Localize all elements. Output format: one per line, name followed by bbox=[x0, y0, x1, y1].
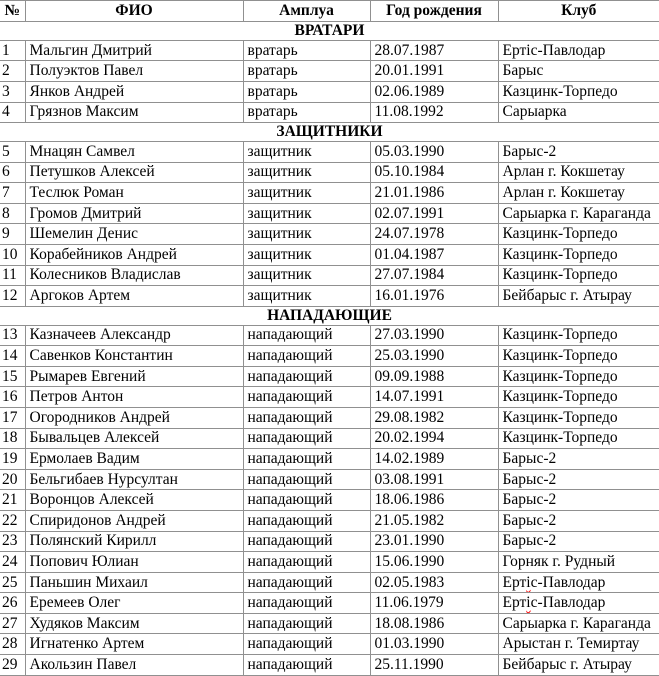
player-row bbox=[0, 490, 659, 511]
cell-club: Казцинк-Торпедо bbox=[498, 428, 659, 449]
cell-role: нападающий bbox=[243, 490, 370, 511]
cell-role: защитник bbox=[243, 244, 370, 265]
section-row bbox=[0, 123, 659, 142]
cell-club: Казцинк-Торпедо bbox=[498, 407, 659, 428]
cell-name: Бывальцев Алексей bbox=[25, 428, 243, 449]
player-row bbox=[0, 203, 659, 224]
cell-club: Сарыарка г. Караганда bbox=[498, 203, 659, 224]
cell-club: Казцинк-Торпедо bbox=[498, 346, 659, 367]
player-row bbox=[0, 428, 659, 449]
cell-club: Барыс-2 bbox=[498, 449, 659, 470]
cell-club: Ертіс-Павлодар bbox=[498, 572, 659, 593]
player-row bbox=[0, 142, 659, 163]
cell-name: Колесников Владислав bbox=[25, 265, 243, 286]
player-row bbox=[0, 162, 659, 183]
cell-club: Арлан г. Кокшетау bbox=[498, 162, 659, 183]
cell-name: Аргоков Артем bbox=[25, 286, 243, 307]
cell-role: нападающий bbox=[243, 449, 370, 470]
cell-club: Ертіс-Павлодар bbox=[498, 40, 659, 61]
cell-born: 05.03.1990 bbox=[370, 142, 498, 163]
cell-born: 02.05.1983 bbox=[370, 572, 498, 593]
cell-num: 15 bbox=[0, 366, 25, 387]
cell-club: Сарыарка bbox=[498, 102, 659, 123]
player-row bbox=[0, 510, 659, 531]
cell-name: Акользин Павел bbox=[25, 655, 243, 676]
cell-club: Барыс-2 bbox=[498, 531, 659, 552]
player-row bbox=[0, 40, 659, 61]
player-row bbox=[0, 593, 659, 614]
cell-num: 25 bbox=[0, 572, 25, 593]
cell-name: Грязнов Максим bbox=[25, 102, 243, 123]
cell-born: 21.05.1982 bbox=[370, 510, 498, 531]
player-row bbox=[0, 265, 659, 286]
cell-num: 4 bbox=[0, 102, 25, 123]
cell-name: Теслюк Роман bbox=[25, 183, 243, 204]
cell-name: Ермолаев Вадим bbox=[25, 449, 243, 470]
cell-club: Барыс-2 bbox=[498, 510, 659, 531]
player-row bbox=[0, 407, 659, 428]
cell-role: нападающий bbox=[243, 613, 370, 634]
cell-num: 13 bbox=[0, 325, 25, 346]
cell-name: Бельгибаев Нурсултан bbox=[25, 469, 243, 490]
section-title: ЗАЩИТНИКИ bbox=[0, 123, 659, 142]
cell-num: 8 bbox=[0, 203, 25, 224]
cell-num: 5 bbox=[0, 142, 25, 163]
cell-club: Казцинк-Торпедо bbox=[498, 265, 659, 286]
cell-club: Барыс-2 bbox=[498, 142, 659, 163]
player-row bbox=[0, 552, 659, 573]
cell-name: Рымарев Евгений bbox=[25, 366, 243, 387]
cell-born: 18.06.1986 bbox=[370, 490, 498, 511]
cell-name: Игнатенко Артем bbox=[25, 634, 243, 655]
cell-club: Барыс bbox=[498, 61, 659, 82]
cell-born: 03.08.1991 bbox=[370, 469, 498, 490]
cell-num: 20 bbox=[0, 469, 25, 490]
cell-role: нападающий bbox=[243, 387, 370, 408]
col-header-name: ФИО bbox=[25, 1, 243, 22]
cell-club: Казцинк-Торпедо bbox=[498, 244, 659, 265]
cell-born: 20.02.1994 bbox=[370, 428, 498, 449]
cell-born: 24.07.1978 bbox=[370, 224, 498, 245]
cell-born: 05.10.1984 bbox=[370, 162, 498, 183]
player-row bbox=[0, 634, 659, 655]
cell-club: Горняк г. Рудный bbox=[498, 552, 659, 573]
cell-role: нападающий bbox=[243, 593, 370, 614]
player-row bbox=[0, 655, 659, 676]
cell-role: защитник bbox=[243, 162, 370, 183]
cell-born: 20.01.1991 bbox=[370, 61, 498, 82]
cell-born: 14.07.1991 bbox=[370, 387, 498, 408]
cell-role: вратарь bbox=[243, 102, 370, 123]
cell-name: Огородников Андрей bbox=[25, 407, 243, 428]
cell-name: Петушков Алексей bbox=[25, 162, 243, 183]
cell-born: 27.07.1984 bbox=[370, 265, 498, 286]
cell-num: 3 bbox=[0, 82, 25, 103]
cell-club: Бейбарыс г. Атырау bbox=[498, 286, 659, 307]
cell-born: 11.06.1979 bbox=[370, 593, 498, 614]
cell-club: Казцинк-Торпедо bbox=[498, 325, 659, 346]
cell-born: 15.06.1990 bbox=[370, 552, 498, 573]
cell-name: Спиридонов Андрей bbox=[25, 510, 243, 531]
cell-born: 27.03.1990 bbox=[370, 325, 498, 346]
cell-club: Ертіс-Павлодар bbox=[498, 593, 659, 614]
cell-club: Барыс-2 bbox=[498, 469, 659, 490]
cell-club: Арлан г. Кокшетау bbox=[498, 183, 659, 204]
cell-born: 18.08.1986 bbox=[370, 613, 498, 634]
cell-name: Казначеев Александр bbox=[25, 325, 243, 346]
col-header-number: № bbox=[0, 1, 25, 22]
cell-born: 21.01.1986 bbox=[370, 183, 498, 204]
cell-num: 18 bbox=[0, 428, 25, 449]
cell-num: 9 bbox=[0, 224, 25, 245]
cell-born: 02.07.1991 bbox=[370, 203, 498, 224]
player-row bbox=[0, 387, 659, 408]
cell-num: 26 bbox=[0, 593, 25, 614]
player-row bbox=[0, 572, 659, 593]
cell-born: 25.11.1990 bbox=[370, 655, 498, 676]
spellcheck-underline: і bbox=[526, 573, 531, 591]
cell-born: 01.04.1987 bbox=[370, 244, 498, 265]
cell-role: нападающий bbox=[243, 469, 370, 490]
cell-name: Попович Юлиан bbox=[25, 552, 243, 573]
cell-num: 10 bbox=[0, 244, 25, 265]
col-header-club: Клуб bbox=[498, 1, 659, 22]
player-row bbox=[0, 531, 659, 552]
cell-role: защитник bbox=[243, 265, 370, 286]
section-row bbox=[0, 306, 659, 325]
cell-role: вратарь bbox=[243, 61, 370, 82]
header-row bbox=[0, 1, 659, 22]
player-row bbox=[0, 366, 659, 387]
cell-name: Худяков Максим bbox=[25, 613, 243, 634]
cell-name: Мнацян Самвел bbox=[25, 142, 243, 163]
cell-born: 01.03.1990 bbox=[370, 634, 498, 655]
cell-num: 24 bbox=[0, 552, 25, 573]
cell-num: 16 bbox=[0, 387, 25, 408]
cell-born: 28.07.1987 bbox=[370, 40, 498, 61]
player-row bbox=[0, 102, 659, 123]
cell-name: Янков Андрей bbox=[25, 82, 243, 103]
cell-club: Казцинк-Торпедо bbox=[498, 366, 659, 387]
cell-num: 6 bbox=[0, 162, 25, 183]
cell-role: нападающий bbox=[243, 428, 370, 449]
cell-num: 27 bbox=[0, 613, 25, 634]
cell-num: 1 bbox=[0, 40, 25, 61]
cell-role: вратарь bbox=[243, 82, 370, 103]
cell-born: 02.06.1989 bbox=[370, 82, 498, 103]
player-row bbox=[0, 61, 659, 82]
cell-name: Воронцов Алексей bbox=[25, 490, 243, 511]
player-row bbox=[0, 286, 659, 307]
cell-born: 29.08.1982 bbox=[370, 407, 498, 428]
cell-role: нападающий bbox=[243, 655, 370, 676]
cell-role: нападающий bbox=[243, 325, 370, 346]
cell-name: Петров Антон bbox=[25, 387, 243, 408]
cell-role: защитник bbox=[243, 203, 370, 224]
cell-name: Шемелин Денис bbox=[25, 224, 243, 245]
player-row bbox=[0, 346, 659, 367]
cell-role: защитник bbox=[243, 142, 370, 163]
cell-born: 23.01.1990 bbox=[370, 531, 498, 552]
cell-club: Казцинк-Торпедо bbox=[498, 82, 659, 103]
cell-name: Громов Дмитрий bbox=[25, 203, 243, 224]
player-row bbox=[0, 244, 659, 265]
cell-club: Сарыарка г. Караганда bbox=[498, 613, 659, 634]
player-row bbox=[0, 224, 659, 245]
cell-num: 11 bbox=[0, 265, 25, 286]
cell-name: Полянский Кирилл bbox=[25, 531, 243, 552]
section-title: ВРАТАРИ bbox=[0, 22, 659, 41]
player-row bbox=[0, 469, 659, 490]
cell-role: нападающий bbox=[243, 407, 370, 428]
section-row bbox=[0, 22, 659, 41]
cell-name: Мальгин Дмитрий bbox=[25, 40, 243, 61]
cell-club: Арыстан г. Темиртау bbox=[498, 634, 659, 655]
cell-name: Полуэктов Павел bbox=[25, 61, 243, 82]
cell-role: нападающий bbox=[243, 552, 370, 573]
spellcheck-underline: і bbox=[526, 594, 531, 612]
cell-role: вратарь bbox=[243, 40, 370, 61]
cell-role: защитник bbox=[243, 224, 370, 245]
cell-role: защитник bbox=[243, 183, 370, 204]
cell-name: Паньшин Михаил bbox=[25, 572, 243, 593]
cell-born: 11.08.1992 bbox=[370, 102, 498, 123]
player-row bbox=[0, 82, 659, 103]
cell-club: Барыс-2 bbox=[498, 490, 659, 511]
cell-num: 21 bbox=[0, 490, 25, 511]
cell-club: Бейбарыс г. Атырау bbox=[498, 655, 659, 676]
cell-num: 29 bbox=[0, 655, 25, 676]
cell-born: 14.02.1989 bbox=[370, 449, 498, 470]
cell-name: Еремеев Олег bbox=[25, 593, 243, 614]
cell-num: 2 bbox=[0, 61, 25, 82]
cell-num: 12 bbox=[0, 286, 25, 307]
cell-num: 28 bbox=[0, 634, 25, 655]
player-row bbox=[0, 449, 659, 470]
section-title: НАПАДАЮЩИЕ bbox=[0, 306, 659, 325]
cell-club: Казцинк-Торпедо bbox=[498, 387, 659, 408]
cell-num: 22 bbox=[0, 510, 25, 531]
player-row bbox=[0, 183, 659, 204]
cell-role: нападающий bbox=[243, 572, 370, 593]
cell-club: Казцинк-Торпедо bbox=[498, 224, 659, 245]
cell-role: нападающий bbox=[243, 531, 370, 552]
cell-born: 09.09.1988 bbox=[370, 366, 498, 387]
cell-role: нападающий bbox=[243, 634, 370, 655]
cell-num: 14 bbox=[0, 346, 25, 367]
cell-role: нападающий bbox=[243, 510, 370, 531]
cell-born: 16.01.1976 bbox=[370, 286, 498, 307]
cell-born: 25.03.1990 bbox=[370, 346, 498, 367]
cell-num: 7 bbox=[0, 183, 25, 204]
cell-num: 19 bbox=[0, 449, 25, 470]
player-row bbox=[0, 613, 659, 634]
cell-num: 23 bbox=[0, 531, 25, 552]
cell-name: Савенков Константин bbox=[25, 346, 243, 367]
table-body bbox=[0, 22, 659, 676]
cell-role: защитник bbox=[243, 286, 370, 307]
col-header-birth: Год рождения bbox=[370, 1, 498, 22]
col-header-position: Амплуа bbox=[243, 1, 370, 22]
cell-name: Корабейников Андрей bbox=[25, 244, 243, 265]
cell-role: нападающий bbox=[243, 346, 370, 367]
cell-role: нападающий bbox=[243, 366, 370, 387]
player-row bbox=[0, 325, 659, 346]
cell-num: 17 bbox=[0, 407, 25, 428]
